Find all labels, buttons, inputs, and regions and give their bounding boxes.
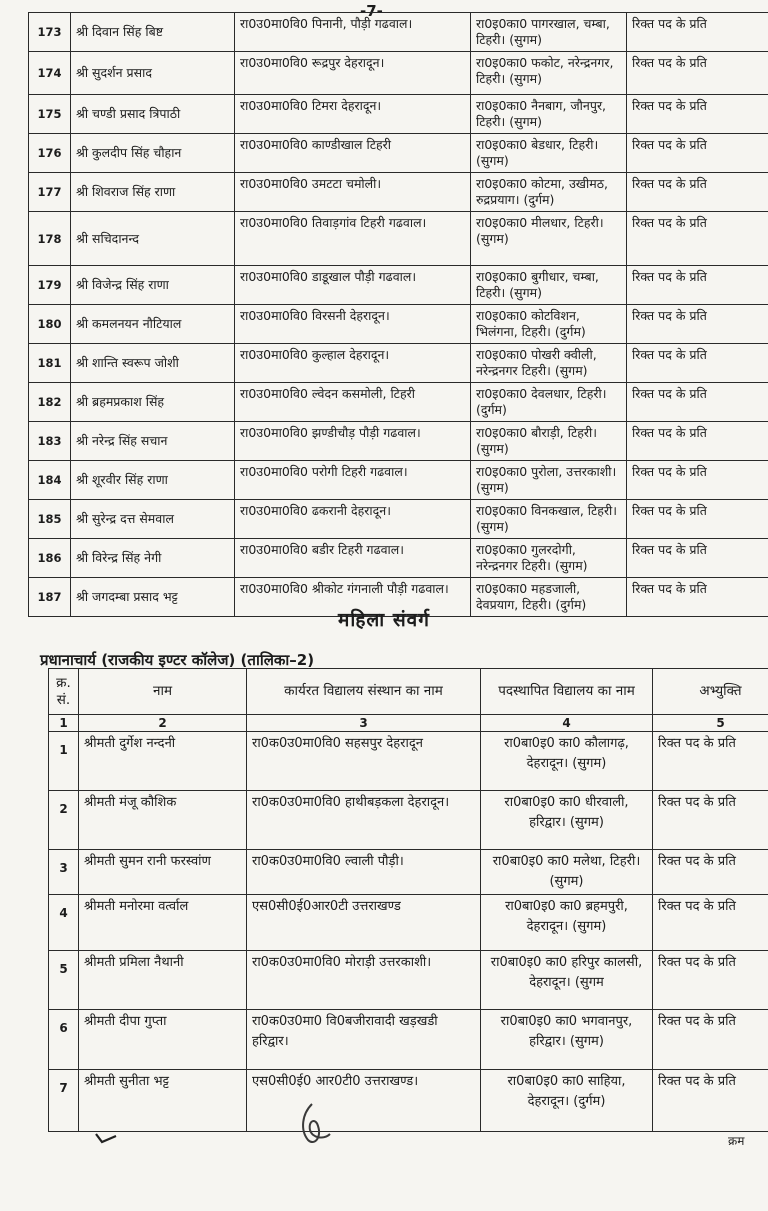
remark: रिक्त पद के प्रति [627, 13, 768, 52]
employee-name: श्री कमलनयन नौटियाल [71, 305, 235, 344]
remark: रिक्त पद के प्रति [627, 134, 768, 173]
serial-number: 182 [29, 383, 71, 422]
posted-school: रा0इ0का0 पोखरी क्वीली, नरेन्द्रनगर टिहरी। (सुगम) [471, 344, 627, 383]
posted-school: रा0इ0का0 नैनबाग, जौनपुर, टिहरी। (सुगम) [471, 95, 627, 134]
table-row [49, 951, 768, 1010]
posted-school: रा0इ0का0 बेडधार, टिहरी। (सुगम) [471, 134, 627, 173]
posted-school: रा0बा0इ0 का0 कौलागढ़, देहरादून। (सुगम) [481, 732, 653, 791]
tick-mark [94, 1130, 118, 1144]
posted-school: रा0इ0का0 कोटविशन, भिलंगना, टिहरी। (दुर्गम) [471, 305, 627, 344]
remark: रिक्त पद के प्रति [627, 305, 768, 344]
posted-school: रा0इ0का0 बुगीधार, चम्बा, टिहरी। (सुगम) [471, 266, 627, 305]
header-current-school: कार्यरत विद्यालय संस्थान का नाम [247, 669, 481, 715]
employee-name: श्री जगदम्बा प्रसाद भट्ट [71, 578, 235, 617]
posted-school: रा0इ0का0 गुलरदोगी, नरेन्द्रनगर टिहरी। (सुगम) [471, 539, 627, 578]
employee-name: श्रीमती दुर्गेश नन्दनी [79, 732, 247, 791]
current-school: रा0उ0मा0वि0 उमटटा चमोली। [235, 173, 471, 212]
serial-number: 177 [29, 173, 71, 212]
posted-school: रा0इ0का0 कोटमा, उखीमठ, रुद्रप्रयाग। (दुर्गम) [471, 173, 627, 212]
table-row [29, 305, 768, 344]
remark: रिक्त पद के प्रति [627, 266, 768, 305]
current-school: रा0उ0मा0वि0 पिनानी, पौड़ी गढवाल। [235, 13, 471, 52]
table-caption: प्रधानाचार्य (राजकीय इण्टर कॉलेज) (तालिका–2) [40, 651, 315, 669]
remark: रिक्त पद के प्रति [627, 539, 768, 578]
current-school: रा0क0उ0मा0वि0 ल्वाली पौड़ी। [247, 850, 481, 895]
header-remark: अभ्युक्ति [653, 669, 768, 715]
employee-name: श्री दिवान सिंह बिष्ट [71, 13, 235, 52]
posted-school: रा0इ0का0 महडजाली, देवप्रयाग, टिहरी। (दुर्गम) [471, 578, 627, 617]
serial-number: 6 [49, 1010, 79, 1070]
header-posted-school: पदस्थापित विद्यालय का नाम [481, 669, 653, 715]
remark: रिक्त पद के प्रति [653, 850, 768, 895]
current-school: रा0उ0मा0वि0 डाडूखाल पौड़ी गढवाल। [235, 266, 471, 305]
posted-school: रा0बा0इ0 का0 हरिपुर कालसी, देहरादून। (सुगम [481, 951, 653, 1010]
remark: रिक्त पद के प्रति [627, 500, 768, 539]
posted-school: रा0बा0इ0 का0 ब्रहमपुरी, देहरादून। (सुगम) [481, 895, 653, 951]
employee-name: श्री नरेन्द्र सिंह सचान [71, 422, 235, 461]
employee-name: श्री सुदर्शन प्रसाद [71, 52, 235, 95]
serial-number: 4 [49, 895, 79, 951]
employee-name: श्री विरेन्द्र सिंह नेगी [71, 539, 235, 578]
remark: रिक्त पद के प्रति [653, 951, 768, 1010]
employee-name: श्री विजेन्द्र सिंह राणा [71, 266, 235, 305]
lower-transfer-table [48, 668, 768, 1132]
current-school: रा0क0उ0मा0वि0 सहसपुर देहरादून [247, 732, 481, 791]
serial-number: 5 [49, 951, 79, 1010]
column-number: 4 [481, 715, 653, 732]
posted-school: रा0इ0का0 देवलधार, टिहरी। (दुर्गम) [471, 383, 627, 422]
posted-school: रा0इ0का0 विनकखाल, टिहरी। (सुगम) [471, 500, 627, 539]
serial-number: 179 [29, 266, 71, 305]
serial-number: 183 [29, 422, 71, 461]
posted-school: रा0बा0इ0 का0 भगवानपुर, हरिद्वार। (सुगम) [481, 1010, 653, 1070]
column-number: 3 [247, 715, 481, 732]
current-school: रा0क0उ0मा0वि0 हाथीबड़कला देहरादून। [247, 791, 481, 850]
serial-number: 180 [29, 305, 71, 344]
posted-school: रा0इ0का0 पुरोला, उत्तरकाशी। (सुगम) [471, 461, 627, 500]
table-row [49, 850, 768, 895]
remark: रिक्त पद के प्रति [627, 578, 768, 617]
employee-name: श्रीमती सुमन रानी फरस्वांण [79, 850, 247, 895]
serial-number: 184 [29, 461, 71, 500]
remark: रिक्त पद के प्रति [627, 461, 768, 500]
column-number: 5 [653, 715, 768, 732]
footer-continuation: क्रम [728, 1134, 745, 1148]
serial-number: 187 [29, 578, 71, 617]
table-row [29, 266, 768, 305]
signature-mark [294, 1100, 334, 1148]
serial-number: 7 [49, 1070, 79, 1132]
current-school: रा0क0उ0मा0वि0 मोराड़ी उत्तरकाशी। [247, 951, 481, 1010]
posted-school: रा0बा0इ0 का0 धीरवाली, हरिद्वार। (सुगम) [481, 791, 653, 850]
current-school: रा0उ0मा0वि0 श्रीकोट गंगनाली पौड़ी गढवाल। [235, 578, 471, 617]
serial-number: 176 [29, 134, 71, 173]
serial-number: 173 [29, 13, 71, 52]
employee-name: श्री सचिदानन्द [71, 212, 235, 266]
remark: रिक्त पद के प्रति [627, 95, 768, 134]
serial-number: 181 [29, 344, 71, 383]
remark: रिक्त पद के प्रति [653, 1010, 768, 1070]
current-school: रा0उ0मा0वि0 बडीर टिहरी गढवाल। [235, 539, 471, 578]
remark: रिक्त पद के प्रति [627, 52, 768, 95]
employee-name: श्री शान्ति स्वरूप जोशी [71, 344, 235, 383]
table-row [29, 52, 768, 95]
employee-name: श्री ब्रहमप्रकाश सिंह [71, 383, 235, 422]
employee-name: श्रीमती दीपा गुप्ता [79, 1010, 247, 1070]
remark: रिक्त पद के प्रति [627, 422, 768, 461]
table-row [29, 383, 768, 422]
current-school: रा0उ0मा0वि0 विरसनी देहरादून। [235, 305, 471, 344]
current-school: रा0उ0मा0वि0 टिमरा देहरादून। [235, 95, 471, 134]
serial-number: 1 [49, 732, 79, 791]
serial-number: 174 [29, 52, 71, 95]
current-school: रा0उ0मा0वि0 तिवाड़गांव टिहरी गढवाल। [235, 212, 471, 266]
header-serial: क्र. सं. [49, 669, 79, 715]
table-row [29, 422, 768, 461]
employee-name: श्रीमती मनोरमा वर्त्वाल [79, 895, 247, 951]
table-row [29, 212, 768, 266]
remark: रिक्त पद के प्रति [653, 791, 768, 850]
posted-school: रा0इ0का0 फकोट, नरेन्द्रनगर, टिहरी। (सुगम) [471, 52, 627, 95]
employee-name: श्री चण्डी प्रसाद त्रिपाठी [71, 95, 235, 134]
table-row [29, 539, 768, 578]
posted-school: रा0इ0का0 मीलधार, टिहरी। (सुगम) [471, 212, 627, 266]
current-school: रा0उ0मा0वि0 झण्डीचौड़ पौड़ी गढवाल। [235, 422, 471, 461]
table-row [49, 1010, 768, 1070]
posted-school: रा0इ0का0 बौराड़ी, टिहरी। (सुगम) [471, 422, 627, 461]
remark: रिक्त पद के प्रति [653, 895, 768, 951]
remark: रिक्त पद के प्रति [653, 732, 768, 791]
serial-number: 2 [49, 791, 79, 850]
current-school: रा0उ0मा0वि0 ल्वेदन कसमोली, टिहरी [235, 383, 471, 422]
table-row [49, 791, 768, 850]
current-school: रा0उ0मा0वि0 रूद्रपुर देहरादून। [235, 52, 471, 95]
employee-name: श्रीमती सुनीता भट्ट [79, 1070, 247, 1132]
table-row [49, 732, 768, 791]
remark: रिक्त पद के प्रति [627, 344, 768, 383]
current-school: रा0उ0मा0वि0 परोगी टिहरी गढवाल। [235, 461, 471, 500]
table-row [29, 344, 768, 383]
current-school: रा0उ0मा0वि0 ढकरानी देहरादून। [235, 500, 471, 539]
header-name: नाम [79, 669, 247, 715]
table-row [49, 1070, 768, 1132]
serial-number: 185 [29, 500, 71, 539]
column-number: 1 [49, 715, 79, 732]
serial-number: 186 [29, 539, 71, 578]
current-school: रा0क0उ0मा0 वि0बजीरावादी खड़खडी हरिद्वार। [247, 1010, 481, 1070]
upper-transfer-table [28, 12, 768, 617]
remark: रिक्त पद के प्रति [653, 1070, 768, 1132]
employee-name: श्री कुलदीप सिंह चौहान [71, 134, 235, 173]
table-row [29, 173, 768, 212]
table-row [29, 95, 768, 134]
serial-number: 175 [29, 95, 71, 134]
serial-number: 178 [29, 212, 71, 266]
current-school: एस0सी0ई0 आर0टी0 उत्तराखण्ड। [247, 1070, 481, 1132]
posted-school: रा0बा0इ0 का0 साहिया, देहरादून। (दुर्गम) [481, 1070, 653, 1132]
employee-name: श्रीमती मंजू कौशिक [79, 791, 247, 850]
posted-school: रा0इ0का0 पागरखाल, चम्बा, टिहरी। (सुगम) [471, 13, 627, 52]
column-number: 2 [79, 715, 247, 732]
employee-name: श्री सुरेन्द्र दत्त सेमवाल [71, 500, 235, 539]
table-row [29, 500, 768, 539]
section-heading: महिला संवर्ग [338, 609, 430, 631]
table-row [49, 895, 768, 951]
table-row [29, 13, 768, 52]
page-number: -7- [360, 2, 383, 20]
table-row [29, 134, 768, 173]
current-school: रा0उ0मा0वि0 कुल्हाल देहरादून। [235, 344, 471, 383]
employee-name: श्रीमती प्रमिला नैथानी [79, 951, 247, 1010]
remark: रिक्त पद के प्रति [627, 212, 768, 266]
table-row [29, 461, 768, 500]
serial-number: 3 [49, 850, 79, 895]
employee-name: श्री शिवराज सिंह राणा [71, 173, 235, 212]
posted-school: रा0बा0इ0 का0 मलेथा, टिहरी। (सुगम) [481, 850, 653, 895]
current-school: एस0सी0ई0आर0टी उत्तराखण्ड [247, 895, 481, 951]
remark: रिक्त पद के प्रति [627, 173, 768, 212]
remark: रिक्त पद के प्रति [627, 383, 768, 422]
employee-name: श्री शूरवीर सिंह राणा [71, 461, 235, 500]
current-school: रा0उ0मा0वि0 काण्डीखाल टिहरी [235, 134, 471, 173]
